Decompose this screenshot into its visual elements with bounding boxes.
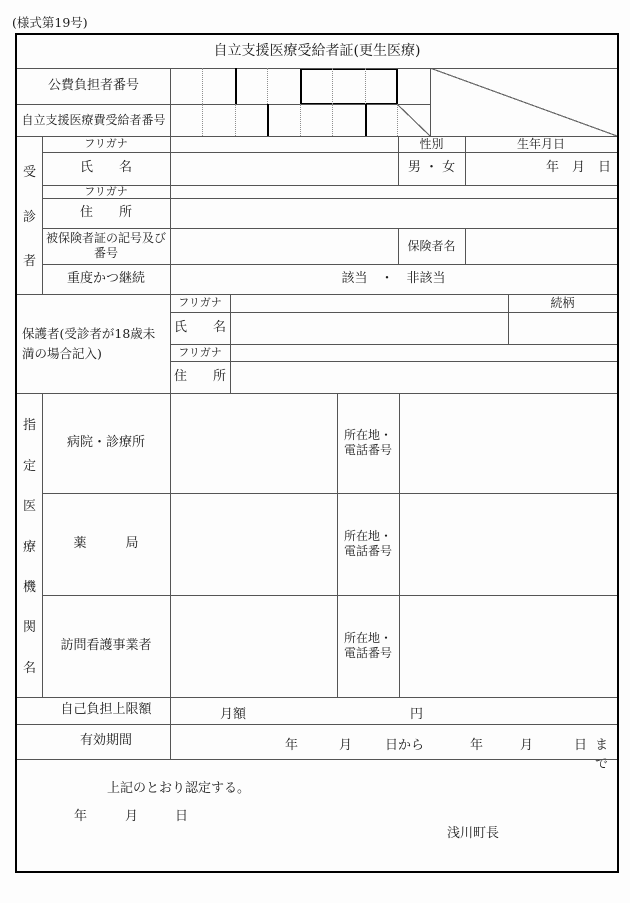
grid-line bbox=[170, 68, 171, 759]
mayor-signature-label: 浅川町長 bbox=[447, 826, 500, 841]
grid-line bbox=[398, 228, 399, 264]
grid-line bbox=[337, 393, 338, 697]
patient-furigana-label: フリガナ bbox=[84, 137, 128, 151]
copay-limit-label: 自己負担上限額 bbox=[60, 702, 152, 718]
insurer-name-label: 保険者名 bbox=[407, 238, 456, 253]
guardian-furigana-label: フリガナ bbox=[178, 296, 222, 310]
grid-line bbox=[42, 228, 617, 229]
grid-line bbox=[42, 493, 617, 494]
grid-line bbox=[42, 152, 617, 153]
grid-line bbox=[230, 294, 231, 393]
grid-line bbox=[17, 136, 617, 137]
grid-line bbox=[42, 393, 43, 697]
grid-line bbox=[267, 68, 268, 104]
grid-line bbox=[42, 185, 617, 186]
birthdate-header: 生年月日 bbox=[516, 136, 565, 151]
insurance-card-label: 被保険者証の記号及び番号 bbox=[45, 231, 166, 260]
patient-furigana2-label: フリガナ bbox=[84, 184, 128, 198]
guardian-section-label: 保護者(受診者が18歳未満の場合記入) bbox=[22, 325, 156, 361]
certify-statement: 上記のとおり認定する。 bbox=[107, 781, 251, 796]
certify-date-month: 月 bbox=[125, 809, 139, 824]
severe-continuous-label: 重度かつ継続 bbox=[66, 270, 145, 286]
validity-to-year: 年 bbox=[470, 738, 484, 753]
grid-line bbox=[17, 724, 617, 725]
hospital-address-phone-label: 所在地・電話番号 bbox=[343, 428, 392, 457]
institution-section-label: 指 定 医 療 機 関 名 bbox=[22, 418, 36, 676]
grid-line bbox=[17, 104, 430, 105]
certificate-title: 自立支援医療受給者証(更生医療) bbox=[213, 42, 421, 59]
birthdate-units: 年 月 日 bbox=[545, 160, 611, 176]
nursing-provider-label: 訪問看護事業者 bbox=[60, 637, 152, 653]
grid-line bbox=[365, 68, 366, 104]
copay-yen-label: 円 bbox=[410, 707, 424, 722]
public-payer-number-label: 公費負担者番号 bbox=[47, 77, 139, 93]
nursing-address-phone-label: 所在地・電話番号 bbox=[343, 631, 392, 660]
pharmacy-label: 薬 局 bbox=[73, 535, 139, 551]
grid-line bbox=[365, 104, 367, 136]
grid-line bbox=[465, 136, 466, 185]
grid-line bbox=[300, 104, 301, 136]
patient-address-label: 住 所 bbox=[79, 204, 132, 220]
grid-line bbox=[42, 264, 617, 265]
corner-blank-slash bbox=[430, 68, 617, 136]
sex-options: 男 ・ 女 bbox=[407, 160, 456, 176]
guardian-address-label: 住 所 bbox=[173, 368, 226, 384]
guardian-furigana2-label: フリガナ bbox=[178, 345, 222, 359]
validity-to-month: 月 bbox=[520, 738, 534, 753]
validity-from-day: 日から bbox=[385, 738, 425, 753]
payer-number-highlight-box bbox=[300, 68, 398, 105]
grid-line bbox=[42, 136, 43, 294]
validity-from-month: 月 bbox=[339, 738, 353, 753]
grid-line bbox=[17, 759, 617, 760]
relation-header: 続柄 bbox=[550, 295, 575, 310]
validity-from-year: 年 bbox=[285, 738, 299, 753]
certify-date-day: 日 bbox=[175, 809, 189, 824]
grid-line bbox=[170, 361, 617, 362]
sex-header: 性別 bbox=[419, 136, 444, 151]
validity-to-day: 日 bbox=[574, 738, 588, 753]
grid-line bbox=[465, 228, 466, 264]
pharmacy-address-phone-label: 所在地・電話番号 bbox=[343, 529, 392, 558]
grid-line bbox=[399, 393, 400, 697]
validity-label: 有効期間 bbox=[79, 733, 132, 749]
grid-line bbox=[42, 198, 617, 199]
grid-line bbox=[332, 68, 333, 104]
grid-line bbox=[170, 312, 617, 313]
grid-line bbox=[202, 68, 203, 104]
validity-until: まで bbox=[595, 738, 609, 772]
grid-line bbox=[398, 136, 399, 185]
patient-section-label: 受 診 者 bbox=[22, 165, 36, 269]
grid-line bbox=[17, 68, 617, 69]
grid-line bbox=[332, 104, 333, 136]
grid-line bbox=[170, 344, 617, 345]
form-number: (様式第19号) bbox=[12, 15, 88, 30]
recipient-number-label: 自立支援医療費受給者番号 bbox=[21, 112, 166, 127]
grid-line bbox=[42, 595, 617, 596]
grid-line bbox=[508, 294, 509, 344]
grid-line bbox=[235, 68, 237, 104]
hospital-clinic-label: 病院・診療所 bbox=[66, 434, 145, 450]
grid-line bbox=[202, 104, 203, 136]
grid-line bbox=[235, 104, 236, 136]
grid-line bbox=[17, 393, 617, 394]
grid-line bbox=[430, 68, 431, 136]
certify-date-year: 年 bbox=[74, 809, 88, 824]
grid-line bbox=[17, 697, 617, 698]
certificate-table bbox=[15, 33, 619, 873]
severe-options: 該当 ・ 非該当 bbox=[341, 270, 446, 286]
patient-name-label: 氏 名 bbox=[79, 160, 132, 176]
copay-monthly-label: 月額 bbox=[220, 707, 247, 722]
recipient-unused-cell-slash bbox=[397, 104, 430, 136]
grid-line bbox=[267, 104, 269, 136]
grid-line bbox=[17, 294, 617, 295]
grid-line bbox=[397, 104, 398, 136]
guardian-name-label: 氏 名 bbox=[173, 319, 226, 335]
